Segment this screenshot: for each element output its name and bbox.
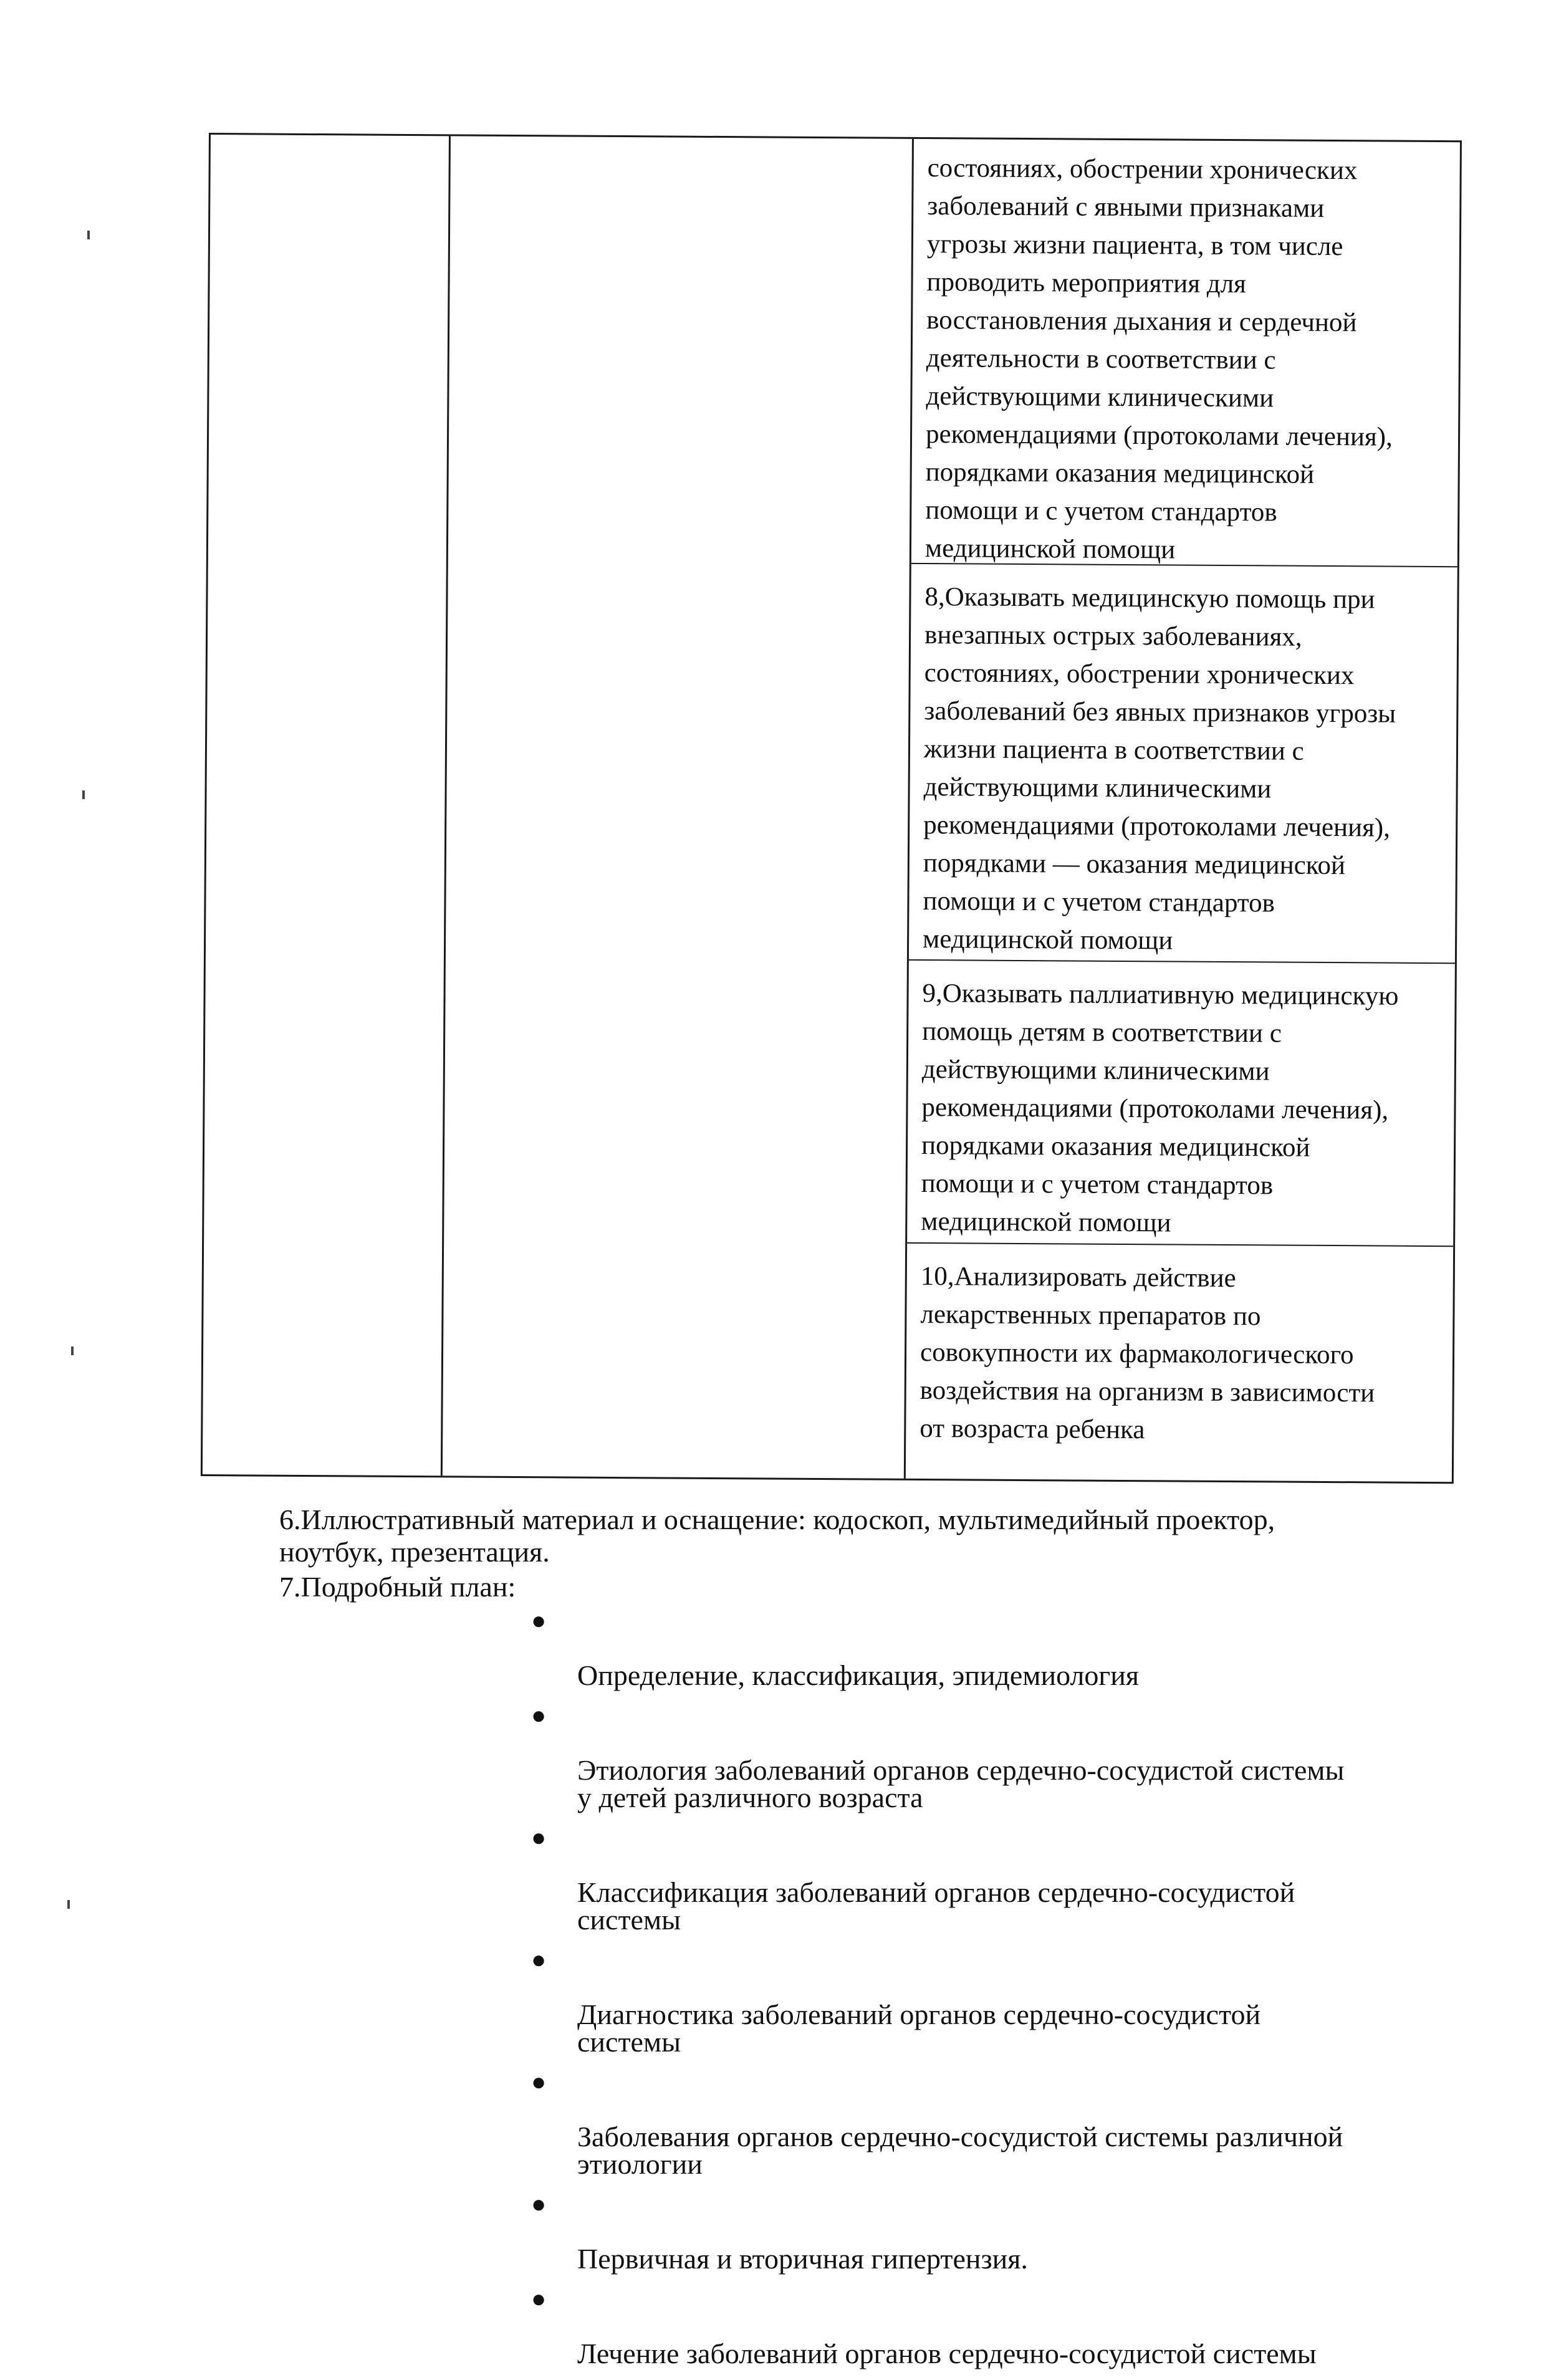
bullet-icon: ● [531, 1701, 547, 1729]
competency-item-9: 9,Оказывать паллиативную медицинскую помощь детям в соответствии с действующими клиническими рекомендациями (протоколами лечения), порядками оказания медицинской помощи и с учетом стандартов медицинской помощи [907, 959, 1455, 1245]
scan-mark [82, 790, 85, 799]
competency-item-7-continued: состояниях, обострении хронических заболеваний с явными признаками угрозы жизни пациента, в том числе проводить мероприятия для восстановления дыхания и сердечной деятельности в соответствии с действующими клиническими рекомендациями (протоколами лечения), порядками оказания медицинской помощи и с учетом стандартов медицинской помощи [924, 153, 1393, 565]
plan-item [524, 1702, 1459, 1811]
section-7-heading: 7.Подробный план: [279, 1571, 516, 1603]
plan-item-text: Этиология заболеваний органов сердечно-сосудистой системы у детей различного возраста [577, 1754, 1345, 1813]
competency-item-10: 10,Анализировать действие лекарственных препаратов по совокупности их фармакологического воздействия на организм в зависимости от возраста ребенка [906, 1242, 1453, 1482]
plan-item-text: Диагностика заболеваний органов сердечно-сосудистой системы [577, 1999, 1261, 2058]
plan-item [524, 1946, 1459, 2056]
bullet-icon: ● [531, 2068, 547, 2096]
plan-item-text: Первичная и вторичная гипертензия. [577, 2243, 1028, 2275]
competency-cell [906, 139, 1460, 1482]
scan-mark [67, 1900, 70, 1909]
plan-item [524, 2190, 1459, 2273]
bullet-icon: ● [531, 1946, 547, 1974]
bullet-icon: ● [531, 2285, 547, 2313]
plan-item-text: Лечение заболеваний органов сердечно-сосудистой системы [577, 2338, 1317, 2369]
plan-item [524, 1824, 1459, 1934]
plan-item [524, 2068, 1459, 2178]
competency-item-8: 8,Оказывать медицинскую помощь при внезапных острых заболеваниях, состояниях, обострении хронических заболеваний без явных признаков угрозы жизни пациента в соответствии с действующими клиническими рекомендациями (протоколами лечения), порядками — оказания медицинской помощи и с учетом стандартов медицинской помощи [909, 563, 1457, 962]
bullet-icon: ● [531, 1606, 547, 1634]
section-6-materials: 6.Иллюстративный материал и оснащение: кодоскоп, мультимедийный проектор, ноутбук, презентация. [279, 1504, 1275, 1568]
plan-item-text: Определение, классификация, эпидемиология [577, 1659, 1140, 1691]
column-divider [441, 136, 451, 1476]
bullet-icon: ● [531, 2190, 547, 2218]
plan-list [524, 1607, 1459, 2380]
bullet-icon: ● [531, 1823, 547, 1851]
competency-table [201, 133, 1462, 1484]
plan-item-text: Заболевания органов сердечно-сосудистой системы различной этиологии [577, 2121, 1343, 2180]
plan-item [524, 2285, 1459, 2368]
plan-item-text: Классификация заболеваний органов сердечно-сосудистой системы [577, 1876, 1295, 1936]
scan-mark [71, 1346, 74, 1355]
scan-mark [87, 231, 90, 239]
plan-item [524, 1607, 1459, 1689]
